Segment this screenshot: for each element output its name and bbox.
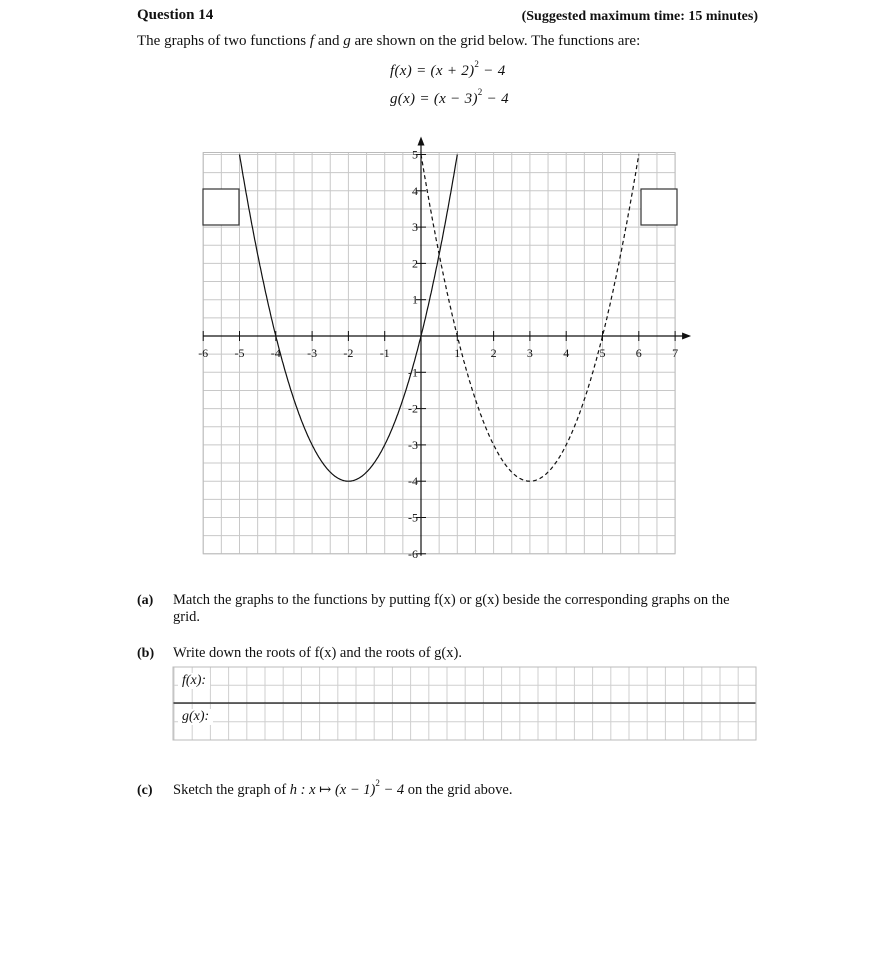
y-tick-label: -3 <box>408 437 418 452</box>
part-c-exponent: 2 <box>375 778 380 788</box>
x-tick-label: -1 <box>379 346 390 360</box>
part-c-post: on the grid above. <box>404 782 513 798</box>
formula-f-main: f(x) = (x + 2) <box>390 63 475 79</box>
formula-g-tail: − 4 <box>482 91 509 107</box>
part-b-label: (b) <box>137 646 155 661</box>
x-tick-label: 5 <box>599 346 606 360</box>
x-tick-label: 3 <box>526 346 533 360</box>
answer-box-left[interactable] <box>203 189 239 225</box>
intro-g: g <box>343 33 351 49</box>
part-a-text: Match the graphs to the functions by putting f(x) or g(x) beside the corresponding graphs on the grid. <box>173 592 730 625</box>
intro-f: f <box>309 33 315 49</box>
y-tick-label: 1 <box>412 292 418 307</box>
y-tick-label: -1 <box>408 365 418 380</box>
formula-f-tail: − 4 <box>479 63 506 79</box>
part-c-tail: − 4 <box>379 782 405 798</box>
y-tick-label: -2 <box>408 401 418 416</box>
part-c-label: (c) <box>137 783 153 798</box>
intro-mid: and <box>314 33 344 49</box>
x-tick-label: -3 <box>307 346 318 360</box>
x-tick-label: -5 <box>234 346 245 360</box>
part-c-formula: h : x ↦ (x − 1) <box>289 782 376 798</box>
y-tick-label: 5 <box>412 147 418 162</box>
x-tick-label: -2 <box>343 346 354 360</box>
x-tick-label: -4 <box>270 346 281 360</box>
answer-grid[interactable] <box>172 666 758 742</box>
formula-f-exponent: 2 <box>474 59 480 69</box>
part-a-label: (a) <box>137 593 154 608</box>
part-b-text: Write down the roots of f(x) and the roots of g(x). <box>173 645 462 661</box>
x-tick-label: 2 <box>490 346 497 360</box>
x-tick-label: 6 <box>635 346 642 360</box>
formula-g-main: g(x) = (x − 3) <box>390 91 478 107</box>
question-title: Question 14 <box>137 7 214 23</box>
x-tick-label: 4 <box>563 346 570 360</box>
intro-pre: The graphs of two functions <box>137 33 310 49</box>
intro-post: are shown on the grid below. The functions are: <box>350 33 641 49</box>
part-c-text <box>173 778 513 800</box>
y-tick-label: -6 <box>408 546 418 561</box>
y-axis-arrow <box>418 137 425 146</box>
x-tick-label: -6 <box>198 346 209 360</box>
y-tick-label: -4 <box>408 474 418 489</box>
suggested-time: (Suggested maximum time: 15 minutes) <box>521 9 758 24</box>
y-tick-label: 2 <box>412 256 418 271</box>
y-tick-label: 3 <box>412 220 418 235</box>
x-axis-arrow <box>682 333 691 340</box>
y-tick-label: 4 <box>412 183 418 198</box>
answer-box-right[interactable] <box>641 189 677 225</box>
answer-row-f-label: f(x): <box>178 673 210 689</box>
x-tick-label: 1 <box>454 346 461 360</box>
formula-g-exponent: 2 <box>477 87 483 97</box>
part-c-pre: Sketch the graph of <box>173 782 290 798</box>
x-tick-label: 7 <box>672 346 679 360</box>
answer-row-g-label: g(x): <box>178 709 213 725</box>
y-tick-label: -5 <box>408 510 418 525</box>
